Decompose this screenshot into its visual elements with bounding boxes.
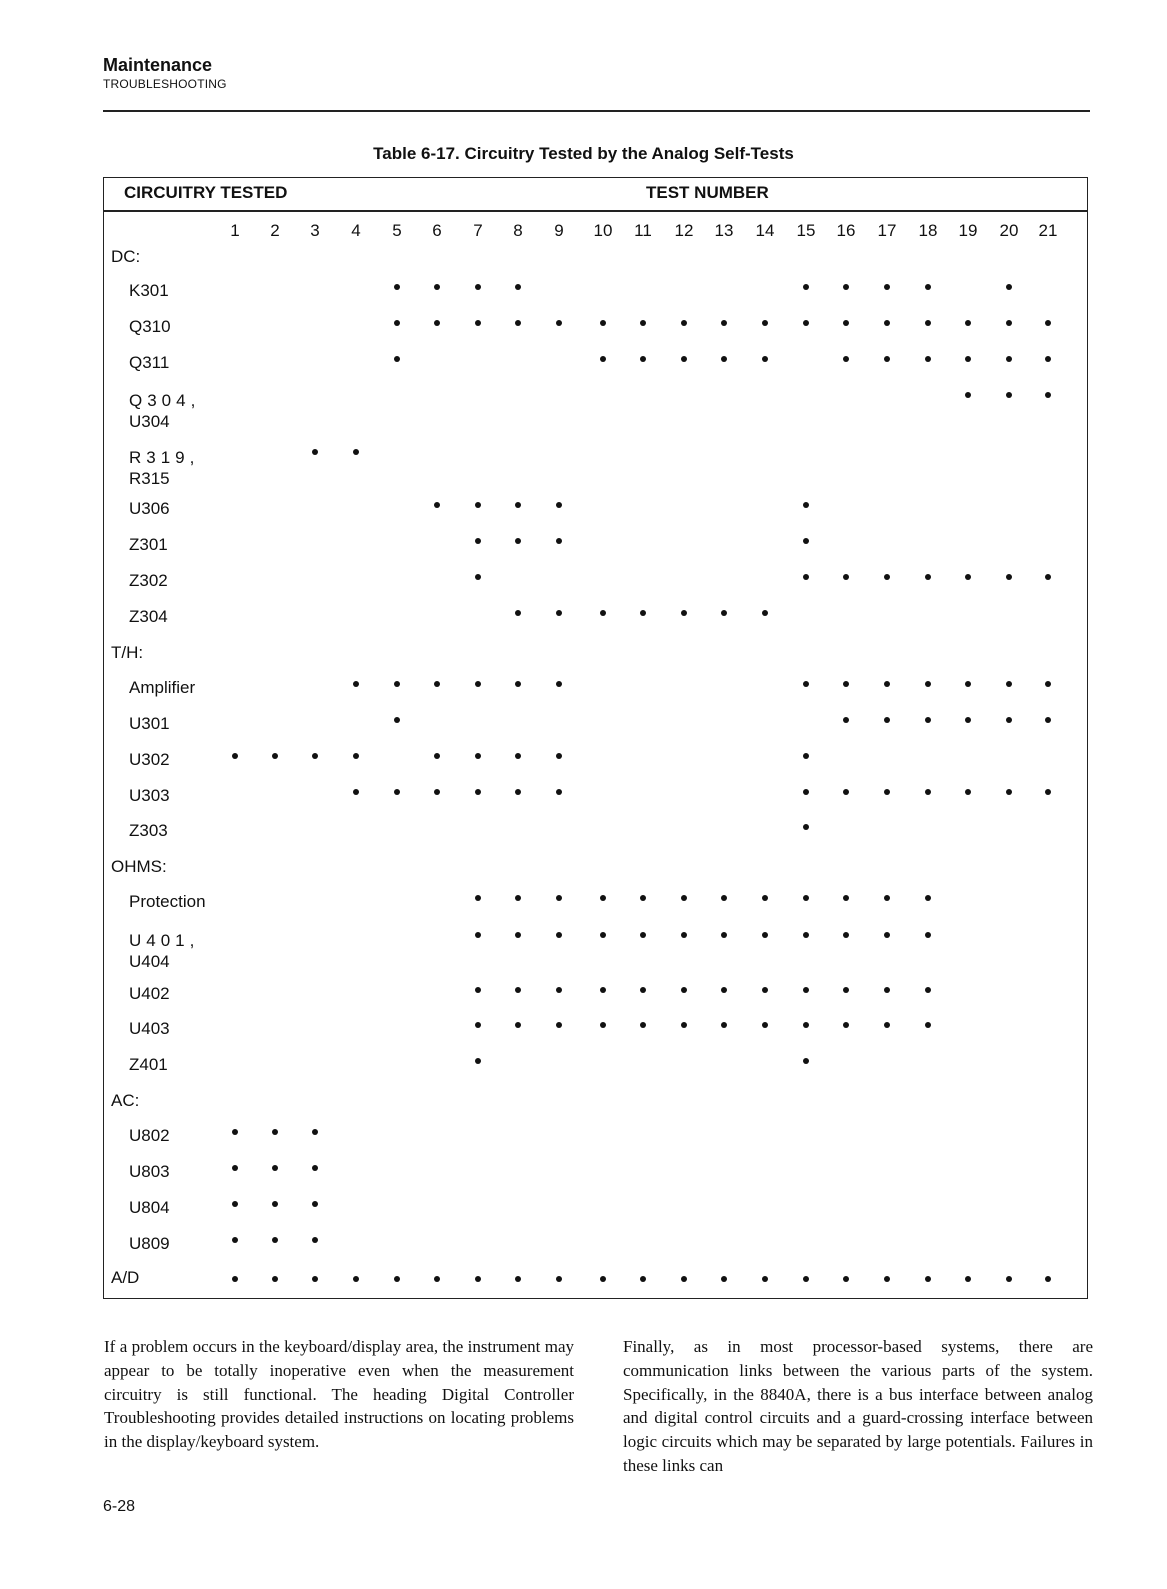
test-dot	[803, 824, 809, 830]
row-label	[129, 1019, 170, 1039]
test-dot	[556, 1022, 562, 1028]
test-dot	[556, 932, 562, 938]
test-dot	[394, 789, 400, 795]
row-label-text: Z301	[129, 535, 168, 554]
test-dot	[1006, 1276, 1012, 1282]
row-label-text: U301	[129, 714, 170, 733]
test-number-header: 16	[836, 221, 856, 240]
test-number-header: 8	[513, 221, 523, 240]
test-dot	[1006, 392, 1012, 398]
test-dot	[232, 1165, 238, 1171]
test-dot	[925, 987, 931, 993]
test-dot	[843, 284, 849, 290]
row-label-text: Q310	[129, 317, 171, 336]
test-dot	[884, 932, 890, 938]
test-dot	[681, 987, 687, 993]
test-dot	[475, 574, 481, 580]
row-label-text: Protection	[129, 892, 206, 911]
test-dot	[556, 895, 562, 901]
test-dot	[965, 392, 971, 398]
test-dot	[721, 932, 727, 938]
test-dot	[312, 753, 318, 759]
test-dot	[721, 1276, 727, 1282]
test-dot	[762, 356, 768, 362]
row-label-text: R319,	[129, 448, 200, 467]
test-dot	[515, 681, 521, 687]
test-dot	[312, 1165, 318, 1171]
test-dot	[884, 284, 890, 290]
test-dot	[803, 320, 809, 326]
test-dot	[556, 1276, 562, 1282]
test-dot	[925, 789, 931, 795]
test-dot	[232, 753, 238, 759]
test-dot	[394, 356, 400, 362]
page-number: 6-28	[103, 1498, 136, 1515]
test-dot	[925, 574, 931, 580]
test-dot	[312, 1237, 318, 1243]
test-dot	[1045, 681, 1051, 687]
test-dot	[640, 895, 646, 901]
section-subtitle: TROUBLESHOOTING	[103, 77, 227, 91]
test-dot	[640, 356, 646, 362]
row-label-text: DC:	[111, 247, 141, 266]
row-label-text: Z304	[129, 607, 168, 626]
table-title: Table 6-17. Circuitry Tested by the Analog Self-Tests	[373, 144, 794, 163]
test-dot	[803, 753, 809, 759]
row-label	[129, 750, 170, 770]
test-dot	[515, 1276, 521, 1282]
row-label-text: OHMS:	[111, 857, 167, 876]
test-number-header: 3	[310, 221, 320, 240]
test-dot	[843, 987, 849, 993]
circuitry-table	[103, 177, 1088, 1299]
row-label-text: Q311	[129, 353, 170, 372]
test-dot	[1045, 1276, 1051, 1282]
test-dot	[640, 1276, 646, 1282]
test-dot	[475, 789, 481, 795]
test-dot	[312, 1129, 318, 1135]
section-label	[111, 857, 167, 877]
row-label	[129, 984, 170, 1004]
test-dot	[600, 356, 606, 362]
row-label-text: Q304,	[129, 391, 201, 410]
test-dot	[434, 284, 440, 290]
test-dot	[965, 1276, 971, 1282]
column-header-circuitry: CIRCUITRY TESTED	[124, 183, 288, 202]
test-dot	[681, 1276, 687, 1282]
test-dot	[353, 449, 359, 455]
test-dot	[353, 1276, 359, 1282]
test-dot	[600, 1022, 606, 1028]
test-dot	[232, 1276, 238, 1282]
test-number-header: 11	[634, 221, 652, 240]
body-paragraph-right: Finally, as in most processor-based systems, there are communication links between the various parts of the system. Specifically, in the 8840A, there is a bus interface between analog and digital control circuits and a guard-crossing interface between logic circuits which may be separated by large potentials. Failures in these links can	[623, 1337, 1093, 1475]
table-header-rule	[103, 210, 1088, 212]
test-dot	[803, 932, 809, 938]
row-label	[129, 678, 195, 698]
row-label-text: K301	[129, 281, 169, 300]
test-dot	[965, 574, 971, 580]
test-dot	[434, 502, 440, 508]
test-dot	[640, 320, 646, 326]
test-dot	[475, 1022, 481, 1028]
test-number-header: 15	[796, 221, 816, 240]
test-dot	[803, 1058, 809, 1064]
test-dot	[1006, 574, 1012, 580]
test-dot	[515, 502, 521, 508]
test-dot	[681, 356, 687, 362]
test-dot	[965, 789, 971, 795]
test-dot	[884, 717, 890, 723]
test-dot	[1006, 356, 1012, 362]
test-dot	[272, 1237, 278, 1243]
test-dot	[515, 610, 521, 616]
test-dot	[762, 1022, 768, 1028]
section-label	[111, 1268, 139, 1288]
test-dot	[843, 932, 849, 938]
test-dot	[556, 610, 562, 616]
test-dot	[600, 1276, 606, 1282]
test-dot	[884, 320, 890, 326]
body-paragraph-left: If a problem occurs in the keyboard/display area, the instrument may appear to be totally inoperative even when the measurement circuitry is still functional. The heading Digital Controller Troubleshooting provides detailed instructions on locating problems in the display/keyboard system.	[104, 1337, 574, 1452]
test-number-header: 17	[877, 221, 897, 240]
test-dot	[1045, 789, 1051, 795]
test-dot	[232, 1129, 238, 1135]
test-dot	[721, 987, 727, 993]
row-label-text: U403	[129, 1019, 170, 1038]
row-label-text: A/D	[111, 1268, 140, 1287]
test-dot	[925, 717, 931, 723]
test-dot	[762, 987, 768, 993]
test-number-header: 10	[593, 221, 613, 240]
test-dot	[475, 284, 481, 290]
test-dot	[556, 987, 562, 993]
test-dot	[640, 610, 646, 616]
test-dot	[884, 681, 890, 687]
column-header-test-number: TEST NUMBER	[646, 183, 769, 202]
test-dot	[762, 320, 768, 326]
row-label-text: Amplifier	[129, 678, 196, 697]
row-label-text-line2: U304	[129, 412, 170, 431]
row-label-text: Z401	[129, 1055, 168, 1074]
test-dot	[272, 1201, 278, 1207]
test-dot	[1045, 717, 1051, 723]
test-dot	[681, 320, 687, 326]
test-number-header: 12	[674, 221, 694, 240]
test-dot	[394, 681, 400, 687]
test-dot	[640, 987, 646, 993]
test-dot	[353, 753, 359, 759]
test-dot	[925, 895, 931, 901]
test-dot	[394, 320, 400, 326]
section-label	[111, 1091, 139, 1111]
test-dot	[475, 681, 481, 687]
test-dot	[762, 895, 768, 901]
row-label	[129, 535, 168, 555]
test-dot	[1006, 284, 1012, 290]
row-label	[129, 607, 168, 627]
test-dot	[475, 320, 481, 326]
test-dot	[803, 574, 809, 580]
test-dot	[965, 681, 971, 687]
test-dot	[394, 1276, 400, 1282]
test-dot	[515, 538, 521, 544]
row-label-text: U302	[129, 750, 170, 769]
test-dot	[475, 1058, 481, 1064]
test-number-header: 19	[958, 221, 978, 240]
test-dot	[515, 987, 521, 993]
test-dot	[232, 1237, 238, 1243]
test-dot	[600, 895, 606, 901]
test-dot	[312, 449, 318, 455]
test-dot	[884, 1276, 890, 1282]
test-dot	[803, 284, 809, 290]
test-dot	[515, 932, 521, 938]
row-label	[129, 714, 170, 734]
row-label	[129, 821, 168, 841]
test-dot	[434, 681, 440, 687]
test-dot	[515, 895, 521, 901]
test-dot	[843, 717, 849, 723]
row-label-text: Z303	[129, 821, 168, 840]
test-number-header: 9	[554, 221, 564, 240]
row-label-text: T/H:	[111, 643, 144, 662]
test-dot	[515, 320, 521, 326]
test-dot	[925, 320, 931, 326]
test-dot	[232, 1201, 238, 1207]
test-dot	[721, 356, 727, 362]
section-label	[111, 247, 140, 267]
row-label-text: U306	[129, 499, 170, 518]
test-dot	[600, 987, 606, 993]
row-label	[129, 317, 171, 337]
test-dot	[394, 717, 400, 723]
test-dot	[1006, 717, 1012, 723]
test-dot	[600, 932, 606, 938]
test-dot	[600, 320, 606, 326]
row-label	[129, 1234, 170, 1254]
test-dot	[803, 1022, 809, 1028]
test-dot	[394, 284, 400, 290]
test-dot	[803, 789, 809, 795]
row-label-text-line2: R315	[129, 469, 170, 488]
test-dot	[681, 932, 687, 938]
row-label	[129, 499, 170, 519]
row-label	[129, 1198, 170, 1218]
row-label-text: AC:	[111, 1091, 140, 1110]
row-label-text: U401,	[129, 931, 200, 950]
row-label	[129, 930, 199, 972]
row-label	[129, 1126, 170, 1146]
test-dot	[515, 1022, 521, 1028]
test-number-header: 20	[999, 221, 1019, 240]
row-label	[129, 447, 199, 489]
test-dot	[515, 789, 521, 795]
test-dot	[434, 1276, 440, 1282]
test-dot	[272, 1165, 278, 1171]
row-label-text-line2: U404	[129, 952, 170, 971]
test-number-header: 21	[1038, 221, 1058, 240]
section-label	[111, 643, 143, 663]
section-title: Maintenance	[103, 55, 213, 75]
test-number-header: 18	[918, 221, 938, 240]
test-dot	[515, 284, 521, 290]
test-dot	[434, 789, 440, 795]
test-dot	[803, 987, 809, 993]
test-dot	[556, 502, 562, 508]
test-dot	[475, 932, 481, 938]
test-dot	[556, 320, 562, 326]
row-label-text: U402	[129, 984, 170, 1003]
test-number-header: 6	[432, 221, 442, 240]
test-dot	[721, 320, 727, 326]
test-dot	[803, 681, 809, 687]
test-dot	[681, 895, 687, 901]
test-number-header: 4	[351, 221, 361, 240]
test-dot	[762, 1276, 768, 1282]
test-dot	[475, 987, 481, 993]
test-dot	[1006, 320, 1012, 326]
row-label-text: U303	[129, 786, 170, 805]
test-dot	[925, 1276, 931, 1282]
test-dot	[762, 932, 768, 938]
test-dot	[434, 753, 440, 759]
row-label	[129, 786, 170, 806]
row-label-text: Z302	[129, 571, 168, 590]
row-label	[129, 892, 206, 912]
test-dot	[803, 895, 809, 901]
row-label	[129, 281, 169, 301]
test-dot	[925, 681, 931, 687]
test-dot	[272, 1129, 278, 1135]
test-dot	[721, 1022, 727, 1028]
test-dot	[312, 1276, 318, 1282]
test-number-header: 14	[755, 221, 775, 240]
test-dot	[640, 1022, 646, 1028]
test-dot	[272, 1276, 278, 1282]
test-dot	[843, 1276, 849, 1282]
test-dot	[843, 681, 849, 687]
test-dot	[475, 895, 481, 901]
test-dot	[475, 538, 481, 544]
test-dot	[353, 789, 359, 795]
row-label	[129, 571, 168, 591]
row-label	[129, 353, 169, 373]
test-dot	[681, 1022, 687, 1028]
row-label-text: U809	[129, 1234, 170, 1253]
test-dot	[925, 932, 931, 938]
test-dot	[475, 1276, 481, 1282]
test-dot	[721, 895, 727, 901]
test-dot	[884, 356, 890, 362]
test-dot	[884, 574, 890, 580]
row-label-text: U804	[129, 1198, 170, 1217]
test-dot	[884, 895, 890, 901]
test-number-header: 13	[714, 221, 734, 240]
test-dot	[1045, 574, 1051, 580]
test-dot	[925, 356, 931, 362]
test-number-header: 5	[392, 221, 402, 240]
test-dot	[1045, 392, 1051, 398]
test-dot	[884, 987, 890, 993]
test-dot	[515, 753, 521, 759]
header-rule	[103, 110, 1090, 112]
test-dot	[803, 1276, 809, 1282]
row-label	[129, 1055, 168, 1075]
test-dot	[312, 1201, 318, 1207]
test-dot	[721, 610, 727, 616]
test-dot	[1006, 789, 1012, 795]
test-dot	[803, 502, 809, 508]
test-dot	[1006, 681, 1012, 687]
test-dot	[600, 610, 606, 616]
test-dot	[843, 789, 849, 795]
test-dot	[843, 356, 849, 362]
test-dot	[353, 681, 359, 687]
test-dot	[475, 753, 481, 759]
row-label	[129, 1162, 170, 1182]
test-dot	[681, 610, 687, 616]
test-dot	[925, 284, 931, 290]
test-dot	[884, 789, 890, 795]
test-dot	[434, 320, 440, 326]
test-dot	[556, 789, 562, 795]
test-dot	[843, 574, 849, 580]
test-number-header: 7	[473, 221, 483, 240]
test-dot	[475, 502, 481, 508]
test-dot	[965, 356, 971, 362]
test-dot	[762, 610, 768, 616]
test-dot	[556, 538, 562, 544]
test-dot	[843, 320, 849, 326]
test-dot	[843, 895, 849, 901]
test-dot	[640, 932, 646, 938]
row-label-text: U802	[129, 1126, 170, 1145]
test-dot	[272, 753, 278, 759]
test-number-header: 2	[270, 221, 280, 240]
test-dot	[925, 1022, 931, 1028]
test-dot	[884, 1022, 890, 1028]
test-dot	[843, 1022, 849, 1028]
test-dot	[965, 320, 971, 326]
test-dot	[803, 538, 809, 544]
test-dot	[1045, 320, 1051, 326]
test-number-header: 1	[230, 221, 240, 240]
row-label	[129, 390, 200, 432]
test-dot	[556, 681, 562, 687]
test-dot	[965, 717, 971, 723]
test-dot	[556, 753, 562, 759]
test-dot	[1045, 356, 1051, 362]
row-label-text: U803	[129, 1162, 170, 1181]
